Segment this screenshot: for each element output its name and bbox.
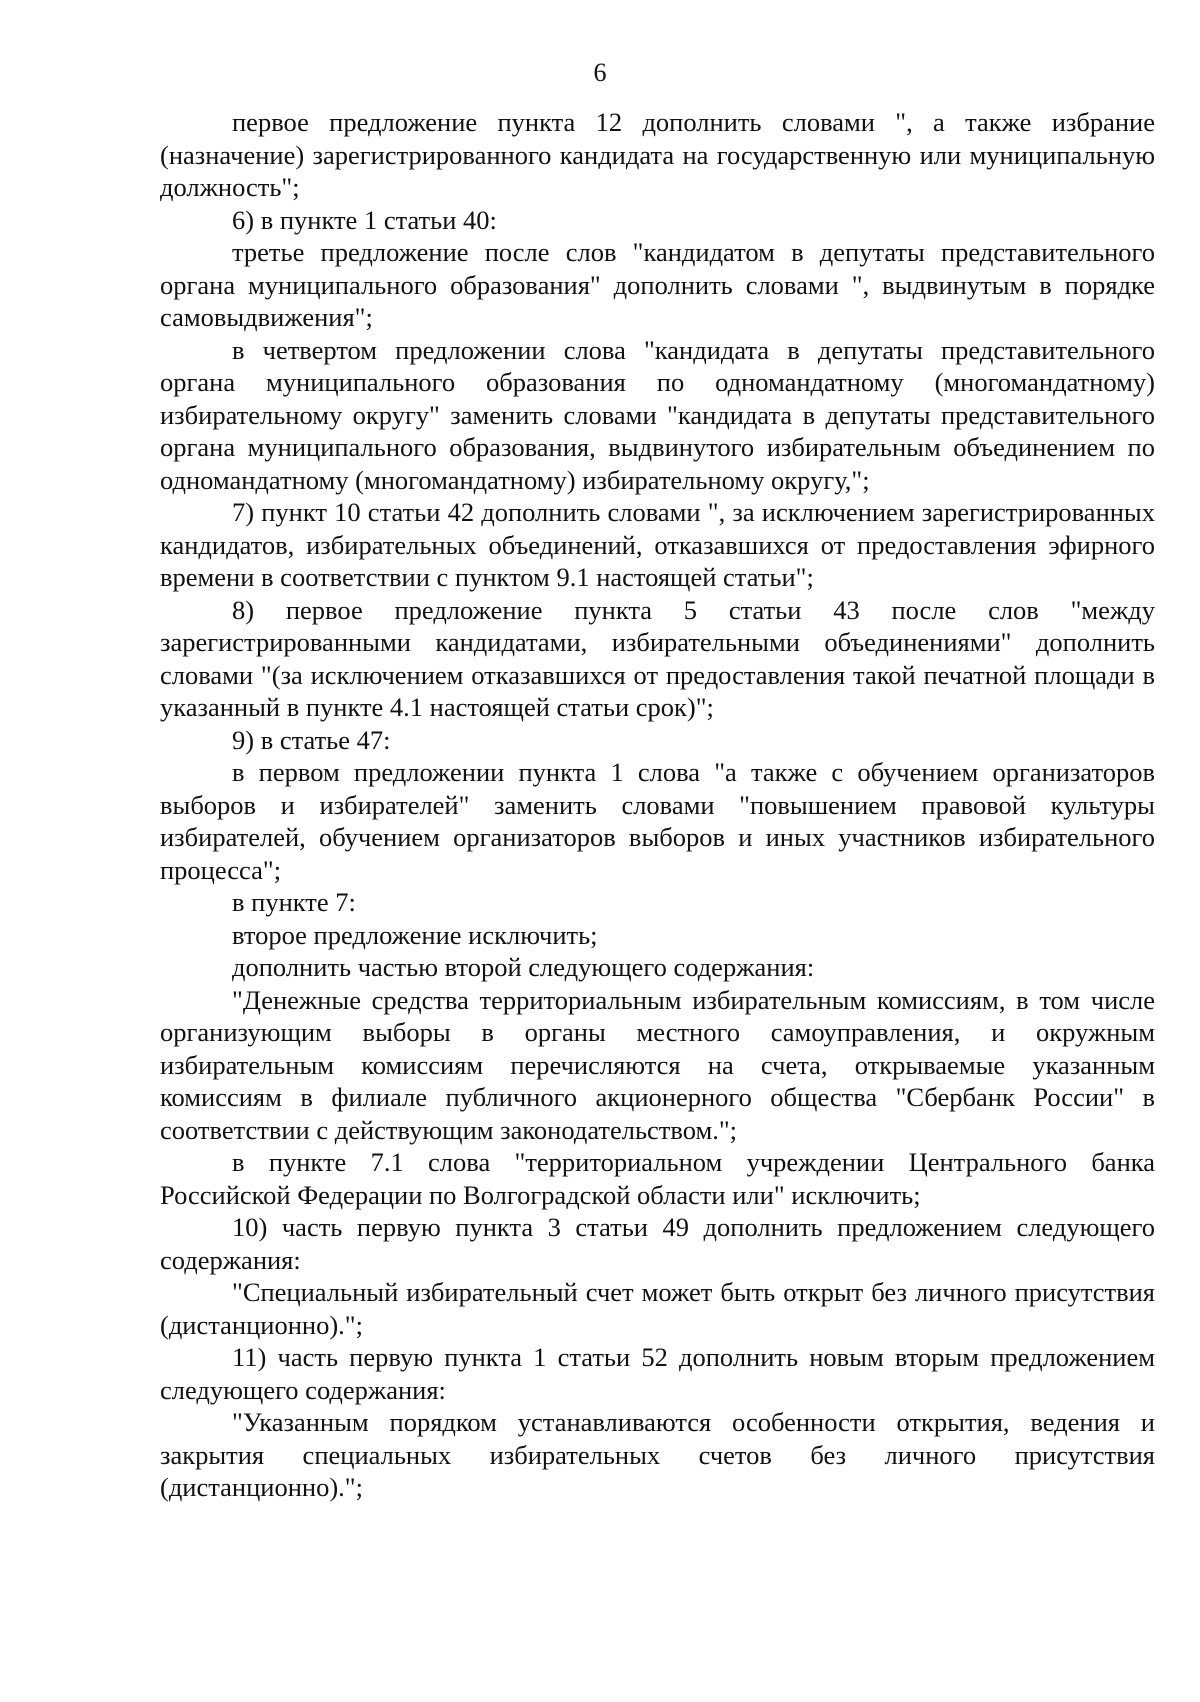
paragraph-11: дополнить частью второй следующего содержания: — [232, 952, 815, 982]
paragraph-1: первое предложение пункта 12 дополнить словами ", а также избрание (назначение) зарегистрированного кандидата на государственную или муниципальную должность"; — [160, 107, 1155, 202]
paragraph-2: 6) в пункте 1 статьи 40: — [232, 204, 497, 235]
paragraph-16: 11) часть первую пункта 1 статьи 52 дополнить новым вторым предложением следующего содержания: — [160, 1342, 1155, 1405]
paragraph-15: "Специальный избирательный счет может быть открыт без личного присутствия (дистанционно)."; — [160, 1277, 1155, 1340]
paragraph-5: 7) пункт 10 статьи 42 дополнить словами ", за исключением зарегистрированных кандидатов, избирательных объединений, отказавшихся от предоставления эфирного времени в соответствии с пунктом 9.1 настоящей статьи"; — [160, 497, 1155, 592]
paragraph-3: третье предложение после слов "кандидатом в депутаты представительного органа муниципального образования" дополнить словами ", выдвинутым в порядке самовыдвижения"; — [160, 237, 1155, 332]
paragraph-13: в пункте 7.1 слова "территориальном учреждении Центрального банка Российской Федерации по Волгоградской области или" исключить; — [160, 1147, 1155, 1210]
paragraph-14: 10) часть первую пункта 3 статьи 49 дополнить предложением следующего содержания: — [160, 1212, 1155, 1275]
paragraph-7: 9) в статье 47: — [232, 724, 391, 755]
paragraph-10: второе предложение исключить; — [232, 919, 598, 950]
paragraph-17: "Указанным порядком устанавливаются особенности открытия, ведения и закрытия специальных избирательных счетов без личного присутствия (дистанционно)."; — [160, 1407, 1155, 1502]
paragraph-6: 8) первое предложение пункта 5 статьи 43 после слов "между зарегистрированными кандидатами, избирательными объединениями" дополнить словами "(за исключением отказавшихся от предоставления такой печатной площади в указанный в пункте 4.1 настоящей статьи срок)"; — [160, 594, 1155, 722]
page-number: 6 — [593, 58, 607, 87]
document-body — [160, 106, 1155, 1504]
paragraph-12: "Денежные средства территориальным избирательным комиссиям, в том числе организующим выборы в органы местного самоуправления, и окружным избирательным комиссиям перечисляются на счета, открываемые указанным комиссиям в филиале публичного акционерного общества "Сбербанк России" в соответствии с действующим законодательством."; — [160, 984, 1155, 1145]
paragraph-8: в первом предложении пункта 1 слова "а также с обучением организаторов выборов и избирателей" заменить словами "повышением правовой культуры избирателей, обучением организаторов выборов и иных участников избирательного процесса"; — [160, 757, 1155, 885]
paragraph-9: в пункте 7: — [232, 887, 356, 917]
paragraph-4: в четвертом предложении слова "кандидата в депутаты представительного органа муниципального образования по одномандатному (многомандатному) избирательному округу" заменить словами "кандидата в депутаты представительного органа муниципального образования, выдвинутого избирательным объединением по одномандатному (многомандатному) избирательному округу,"; — [160, 334, 1155, 495]
